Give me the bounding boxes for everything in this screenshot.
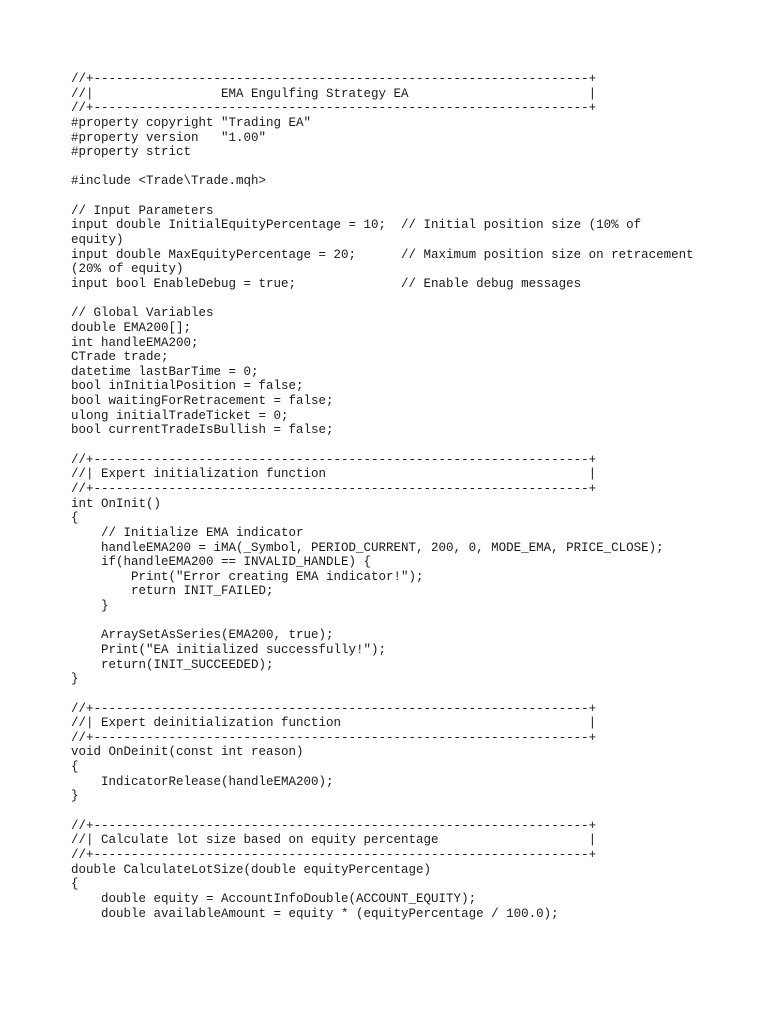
code-line: //| EMA Engulfing Strategy EA | bbox=[71, 86, 597, 101]
code-line: equity) bbox=[71, 233, 124, 248]
code-line bbox=[71, 614, 731, 629]
code-line: bool inInitialPosition = false; bbox=[71, 379, 304, 394]
code-line: double EMA200[]; bbox=[71, 320, 192, 335]
code-line bbox=[71, 804, 731, 819]
code-line: bool waitingForRetracement = false; bbox=[71, 394, 334, 409]
code-line bbox=[71, 687, 731, 702]
code-line: // Input Parameters bbox=[71, 203, 214, 218]
code-line: Print("Error creating EMA indicator!"); bbox=[71, 569, 424, 584]
code-line bbox=[71, 189, 731, 204]
code-line: { bbox=[71, 877, 79, 892]
code-line: //+------------------------------------------------------------------+ bbox=[71, 701, 597, 716]
code-line: double equity = AccountInfoDouble(ACCOUNT_EQUITY); bbox=[71, 891, 477, 906]
code-line: //+------------------------------------------------------------------+ bbox=[71, 730, 597, 745]
code-line: int handleEMA200; bbox=[71, 335, 199, 350]
code-line: return INIT_FAILED; bbox=[71, 584, 274, 599]
code-line: (20% of equity) bbox=[71, 262, 184, 277]
code-line: input bool EnableDebug = true; // Enable debug messages bbox=[71, 276, 582, 291]
code-line: IndicatorRelease(handleEMA200); bbox=[71, 774, 334, 789]
code-line: } bbox=[71, 599, 109, 614]
code-line: //+------------------------------------------------------------------+ bbox=[71, 818, 597, 833]
code-line: //| Expert initialization function | bbox=[71, 467, 597, 482]
code-line: ArraySetAsSeries(EMA200, true); bbox=[71, 628, 334, 643]
code-line: bool currentTradeIsBullish = false; bbox=[71, 423, 334, 438]
code-line: ulong initialTradeTicket = 0; bbox=[71, 408, 289, 423]
code-line: return(INIT_SUCCEEDED); bbox=[71, 657, 274, 672]
code-line: //+------------------------------------------------------------------+ bbox=[71, 72, 597, 86]
code-line: if(handleEMA200 == INVALID_HANDLE) { bbox=[71, 555, 372, 570]
code-line: //+------------------------------------------------------------------+ bbox=[71, 101, 597, 116]
code-line: //+------------------------------------------------------------------+ bbox=[71, 847, 597, 862]
code-line bbox=[71, 160, 731, 175]
code-line: input double InitialEquityPercentage = 10; // Initial position size (10% of bbox=[71, 218, 642, 233]
code-line: CTrade trade; bbox=[71, 350, 169, 365]
code-line: // Global Variables bbox=[71, 306, 214, 321]
code-line: //+------------------------------------------------------------------+ bbox=[71, 452, 597, 467]
code-line bbox=[71, 438, 731, 453]
code-listing bbox=[71, 72, 731, 921]
code-line: double CalculateLotSize(double equityPercentage) bbox=[71, 862, 432, 877]
code-line: void OnDeinit(const int reason) bbox=[71, 745, 304, 760]
code-line: #property strict bbox=[71, 145, 192, 160]
code-line: //+------------------------------------------------------------------+ bbox=[71, 481, 597, 496]
code-line: { bbox=[71, 511, 79, 526]
code-line: input double MaxEquityPercentage = 20; // Maximum position size on retracement bbox=[71, 247, 694, 262]
code-line: //| Expert deinitialization function | bbox=[71, 716, 597, 731]
code-line: //| Calculate lot size based on equity percentage | bbox=[71, 833, 597, 848]
code-line: handleEMA200 = iMA(_Symbol, PERIOD_CURRENT, 200, 0, MODE_EMA, PRICE_CLOSE); bbox=[71, 540, 664, 555]
code-line: { bbox=[71, 760, 79, 775]
code-line: int OnInit() bbox=[71, 496, 162, 511]
code-line: double availableAmount = equity * (equityPercentage / 100.0); bbox=[71, 906, 559, 921]
code-line: } bbox=[71, 672, 79, 687]
code-line: #property version "1.00" bbox=[71, 130, 267, 145]
code-line: #property copyright "Trading EA" bbox=[71, 115, 312, 130]
code-line: Print("EA initialized successfully!"); bbox=[71, 642, 387, 657]
code-line: // Initialize EMA indicator bbox=[71, 525, 304, 540]
code-line: } bbox=[71, 789, 79, 804]
code-line bbox=[71, 292, 731, 307]
code-line: datetime lastBarTime = 0; bbox=[71, 364, 259, 379]
code-line: #include <Trade\Trade.mqh> bbox=[71, 174, 267, 189]
